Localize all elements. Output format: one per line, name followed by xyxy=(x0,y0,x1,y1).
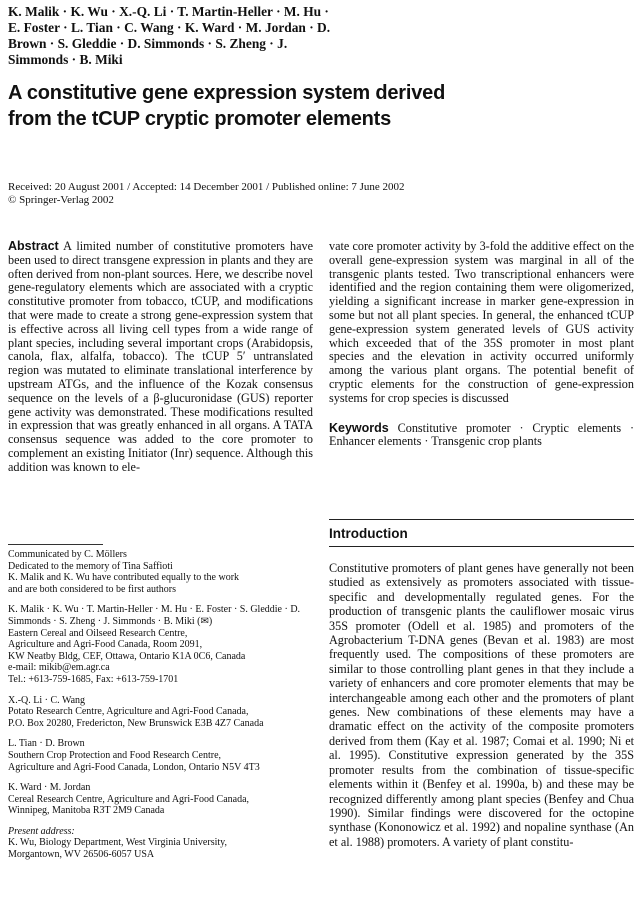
abstract-right-column xyxy=(329,240,634,449)
affiliation-2 xyxy=(8,695,318,730)
abstract-text-right: vate core promoter activity by 3-fold the additive effect on the overall gene-expression system was marginal in all of the transgenic plants tested. Two transcriptional enhancers were identified and the region containing them were oligomerized, yielding a significant increase in marker gene-expression in some but not all plant species. In general, the enhanced tCUP gene-expression system generated levels of GUS activity which exceeded that of the 35S promoter in most plant species and the elevation in activity occurred uniformly among the various plant organs. The potential benefit of cryptic elements for the construction of gene-expression systems for crop species is discussed xyxy=(329,239,634,405)
affiliation-line: Southern Crop Protection and Food Research Centre, xyxy=(8,749,222,761)
affiliation-3 xyxy=(8,738,318,773)
abstract-text-left: A limited number of constitutive promoters have been used to direct transgene expression in plants and they are often derived from non-plant sources. Here, we describe novel gene-regulatory elements which are associated with a cryptic constitutive promoter from tobacco, tCUP, and modifications that were made to create a strong gene-expression system that is effective across all living cell types from a wide range of plant species, including several important crops (Arabidopsis, canola, flax, alfalfa, tobacco). The tCUP 5′ untranslated region was mutated to eliminate translational interference by upstream ATGs, and the influence of the Kozak consensus sequence on the levels of a β-glucuronidase (GUS) reporter gene activity was demonstrated. These modifications resulted in expression that was greatly enhanced in all organs. A TATA consensus sequence was added to the core promoter to complement an existing Initiator (Inr) sequence. Although this addition was known to ele- xyxy=(8,239,314,474)
affiliation-line: Agriculture and Agri-Food Canada, London, Ontario N5V 4T3 xyxy=(8,761,260,773)
affiliation-line: Agriculture and Agri-Food Canada, Room 2091, xyxy=(8,639,203,651)
email-line: e-mail: mikib@em.agr.ca xyxy=(8,662,110,674)
intro-heading: Introduction xyxy=(329,526,408,541)
affiliation-names: X.-Q. Li · C. Wang xyxy=(8,694,86,706)
keywords-block xyxy=(329,422,634,450)
present-address-line: K. Wu, Biology Department, West Virginia University, xyxy=(8,837,228,849)
author-list: K. Malik · K. Wu · X.-Q. Li · T. Martin-Heller · M. Hu · E. Foster · L. Tian · C. Wang · K. Ward · M. Jordan · D. Brown · S. Gleddie · D. Simmonds · S. Zheng · J. Simmonds · B. Miki xyxy=(8,4,331,67)
affiliation-line: P.O. Box 20280, Fredericton, New Brunswick E3B 4Z7 Canada xyxy=(8,717,264,729)
affiliation-line: Potato Research Centre, Agriculture and Agri-Food Canada, xyxy=(8,706,249,718)
present-address-line: Morgantown, WV 26506-6057 USA xyxy=(8,849,155,861)
intro-top-rule xyxy=(329,519,634,520)
affiliation-names: L. Tian · D. Brown xyxy=(8,738,85,750)
communicated-by: Communicated by C. Möllers xyxy=(8,549,127,560)
intro-text: Constitutive promoters of plant genes have generally not been studied as extensively as promoters associated with tissue-specific and developmentally regulated genes. For the production of transgenic plants the cauliflower mosaic virus 35S promoter (Odell et al. 1985) and promoters of the Agrobacterium T-DNA genes (Bevan et al. 1983) are most frequently used. The compositions of these promoters are similar to those controlling plant genes in that they include a variety of enhancers and core promoter elements that may be interchangeable among each other and the promoters of plant genes. New combinations of these elements may have a dramatic effect on the activity of the composite promoters derived from them (Kay et al. 1987; Comai et al. 1990; Ni et al. 1995). Constitutive expression generated by the 35S promoter results from the combination of tissue-specific elements within it (Benfey et al. 1990a, b) and these may be recognized differently among plant species (Benfey and Chua 1990). Similar findings were discovered for the octopine synthase (Kononowicz et al. 1992) and nopaline synthase (An et al. 1988) promoters. A variety of plant constitu- xyxy=(329,561,634,849)
affiliation-1 xyxy=(8,604,318,685)
affiliation-line: KW Neatby Bldg, CEF, Ottawa, Ontario K1A 0C6, Canada xyxy=(8,650,246,662)
abstract-left-column xyxy=(8,240,313,475)
affiliation-line: Cereal Research Centre, Agriculture and Agri-Food Canada, xyxy=(8,793,250,805)
equal-contrib-2: and are both considered to be first authors xyxy=(8,583,177,595)
footnotes xyxy=(8,549,318,861)
copyright-line: © Springer-Verlag 2002 xyxy=(8,194,114,206)
publication-dates xyxy=(8,181,608,207)
affiliation-line: Winnipeg, Manitoba R3T 2M9 Canada xyxy=(8,805,165,817)
title-line-1: A constitutive gene expression system derived xyxy=(8,82,446,104)
title-line-2: from the tCUP cryptic promoter elements xyxy=(8,108,392,130)
affiliation-line: Eastern Cereal and Oilseed Research Centre, xyxy=(8,627,188,639)
footnote-rule xyxy=(8,544,103,545)
abstract-label: Abstract xyxy=(8,239,59,253)
affiliation-4 xyxy=(8,782,318,817)
present-address xyxy=(8,826,318,861)
keywords-text: Constitutive promoter · Cryptic elements · Enhancer elements · Transgenic crop plants xyxy=(329,420,634,449)
affiliation-names: K. Ward · M. Jordan xyxy=(8,782,91,794)
present-address-label: Present address: xyxy=(8,825,75,837)
intro-bottom-rule xyxy=(329,546,634,547)
phone-line: Tel.: +613-759-1685, Fax: +613-759-1701 xyxy=(8,673,179,685)
article-title xyxy=(8,80,568,132)
received-accepted-line: Received: 20 August 2001 / Accepted: 14 December 2001 / Published online: 7 June 2002 xyxy=(8,181,405,193)
affiliation-names: K. Malik · K. Wu · T. Martin-Heller · M. Hu · E. Foster · S. Gleddie · D. Simmonds · S. Zheng · J. Simmonds · B. Miki (✉) xyxy=(8,604,301,627)
equal-contrib-1: K. Malik and K. Wu have contributed equally to the work xyxy=(8,572,240,584)
dedication: Dedicated to the memory of Tina Saffioti xyxy=(8,560,173,572)
keywords-label: Keywords xyxy=(329,420,389,435)
